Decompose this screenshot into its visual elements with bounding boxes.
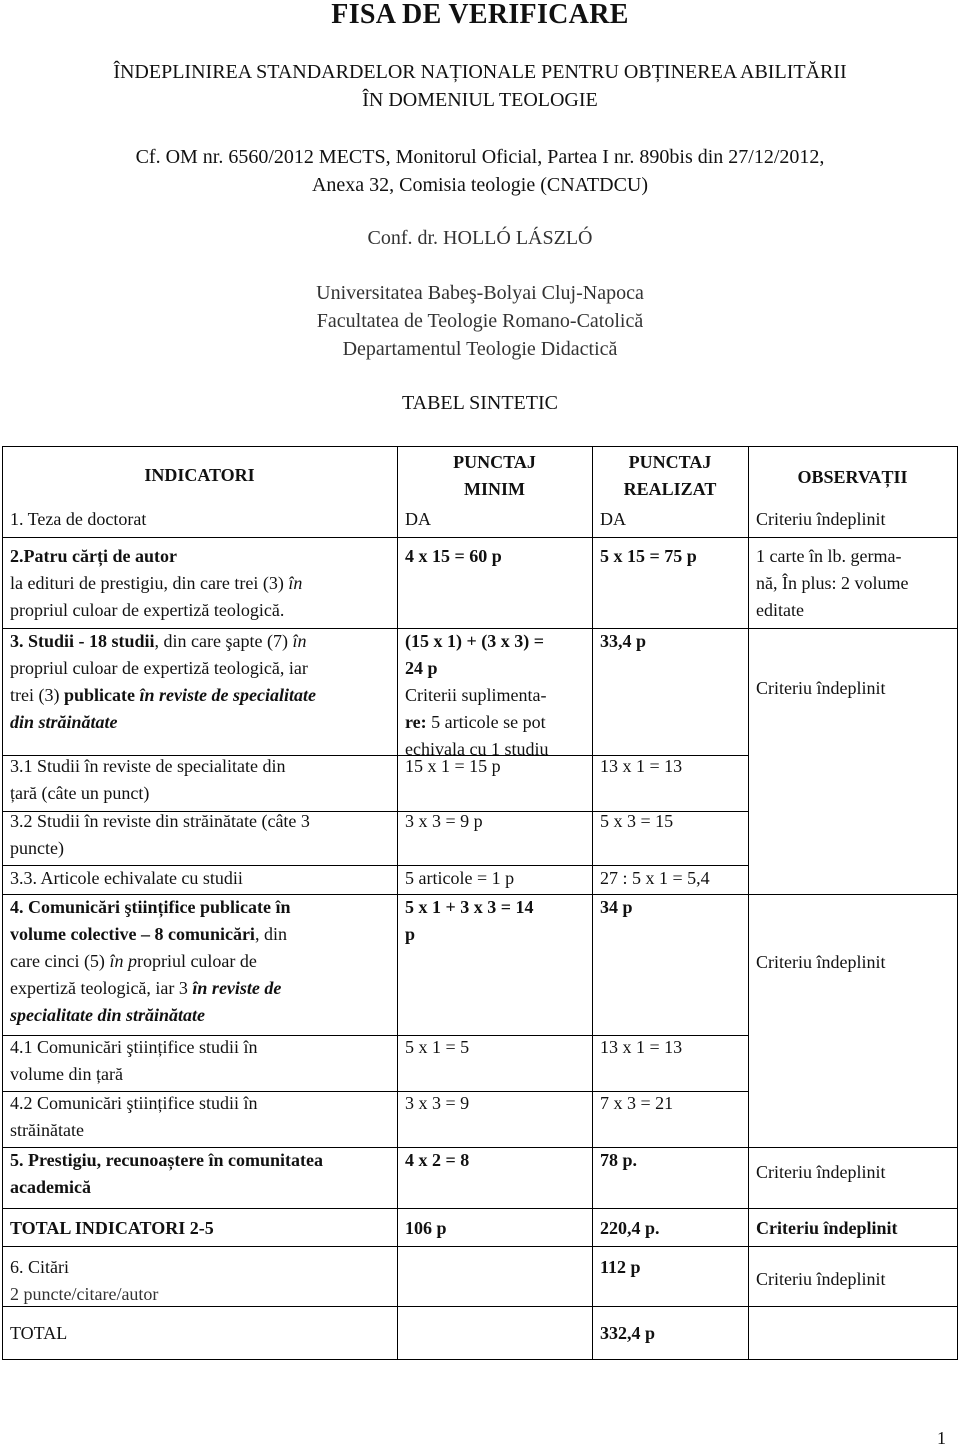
row-6-obs: Criteriu îndeplinit — [756, 1269, 886, 1289]
table-title: TABEL SINTETIC — [402, 392, 558, 414]
row-3-1-realizat: 13 x 1 = 13 — [600, 756, 683, 776]
row-4-minim: 5 x 1 + 3 x 3 = 14 p — [405, 897, 534, 944]
row-4-2-minim: 3 x 3 = 9 — [405, 1093, 470, 1113]
row-4-1-label: 4.1 Comunicări ştiințifice studii în volume din țară — [10, 1037, 258, 1084]
row-3-1-minim: 15 x 1 = 15 p — [405, 756, 501, 776]
row-4-1-minim: 5 x 1 = 5 — [405, 1037, 470, 1057]
total-2-5-label: TOTAL INDICATORI 2-5 — [10, 1218, 214, 1238]
document-title: FISA DE VERIFICARE — [331, 0, 629, 30]
row-1-realizat: DA — [600, 509, 626, 529]
synthetic-table — [0, 446, 960, 1360]
row-3-3-label: 3.3. Articole echivalate cu studii — [10, 868, 243, 888]
department: Departamentul Teologie Didactică — [342, 338, 618, 360]
column-header-realizat: PUNCTAJ REALIZAT — [623, 452, 717, 499]
row-3-2-label: 3.2 Studii în reviste din străinătate (câte 3 puncte) — [10, 811, 310, 858]
column-header-indicatori: INDICATORI — [144, 465, 255, 485]
reference-line-1: Cf. OM nr. 6560/2012 MECTS, Monitorul Oficial, Partea I nr. 890bis din 27/12/2012, — [135, 146, 825, 168]
row-3-realizat: 33,4 p — [600, 631, 647, 651]
row-3-2-minim: 3 x 3 = 9 p — [405, 811, 483, 831]
subtitle-line-1: ÎNDEPLINIREA STANDARDELOR NAȚIONALE PENTRU OBȚINEREA ABILITĂRII — [113, 61, 847, 83]
total-2-5-minim: 106 p — [405, 1218, 447, 1238]
university: Universitatea Babeş-Bolyai Cluj-Napoca — [316, 282, 644, 304]
row-1-label: 1. Teza de doctorat — [10, 509, 147, 529]
row-5-realizat: 78 p. — [600, 1150, 638, 1170]
row-5-minim: 4 x 2 = 8 — [405, 1150, 470, 1170]
row-3-3-realizat: 27 : 5 x 1 = 5,4 — [600, 868, 710, 888]
row-3-1-label: 3.1 Studii în reviste de specialitate din țară (câte un punct) — [10, 756, 286, 803]
column-header-observatii: OBSERVAȚII — [797, 467, 908, 487]
row-5-obs: Criteriu îndeplinit — [756, 1162, 886, 1182]
row-2-minim: 4 x 15 = 60 p — [405, 546, 502, 566]
row-2-obs: 1 carte în lb. germa- nă, În plus: 2 volume editate — [756, 546, 909, 620]
row-4-2-label: 4.2 Comunicări ştiințifice studii în străinătate — [10, 1093, 258, 1140]
total-2-5-obs: Criteriu îndeplinit — [756, 1218, 898, 1238]
row-3-minim: (15 x 1) + (3 x 3) = 24 p Criterii suplimenta- re: 5 articole se pot echivala cu 1 studiu — [405, 631, 549, 759]
reference-line-2: Anexa 32, Comisia teologie (CNATDCU) — [311, 174, 649, 196]
candidate-name: Conf. dr. HOLLÓ LÁSZLÓ — [367, 227, 593, 249]
row-4-realizat: 34 p — [600, 897, 633, 917]
row-1-obs: Criteriu îndeplinit — [756, 509, 886, 529]
row-3-3-minim: 5 articole = 1 p — [405, 868, 515, 888]
row-3-2-realizat: 5 x 3 = 15 — [600, 811, 674, 831]
row-3-label: 3. Studii - 18 studii, din care şapte (7) în propriul culoar de expertiză teologică, iar trei (3) publicate în reviste de specialitate din străinătate — [10, 631, 316, 732]
row-1-minim: DA — [405, 509, 431, 529]
total-realizat: 332,4 p — [600, 1323, 656, 1343]
row-4-obs: Criteriu îndeplinit — [756, 952, 886, 972]
total-label: TOTAL — [10, 1323, 68, 1343]
row-4-1-realizat: 13 x 1 = 13 — [600, 1037, 683, 1057]
row-5-label: 5. Prestigiu, recunoaștere în comunitatea academică — [10, 1150, 323, 1197]
total-2-5-realizat: 220,4 p. — [600, 1218, 660, 1238]
row-4-2-realizat: 7 x 3 = 21 — [600, 1093, 674, 1113]
page-number: 1 — [937, 1428, 946, 1448]
row-2-realizat: 5 x 15 = 75 p — [600, 546, 697, 566]
row-6-label: 6. Citări 2 puncte/citare/autor — [10, 1257, 159, 1304]
row-4-label: 4. Comunicări ştiințifice publicate în volume colective – 8 comunicări, din care cinci (5) în propriul culoar de expertiză teologică, iar 3 în reviste de specialitate din străinătate — [10, 897, 291, 1025]
row-6-realizat: 112 p — [600, 1257, 641, 1277]
row-3-obs: Criteriu îndeplinit — [756, 678, 886, 698]
faculty: Facultatea de Teologie Romano-Catolică — [316, 310, 644, 332]
subtitle-line-2: ÎN DOMENIUL TEOLOGIE — [362, 89, 598, 111]
column-header-minim: PUNCTAJ MINIM — [453, 452, 536, 499]
row-2-label: 2.Patru cărți de autor la edituri de prestigiu, din care trei (3) în propriul culoar de expertiză teologică. — [10, 546, 303, 620]
